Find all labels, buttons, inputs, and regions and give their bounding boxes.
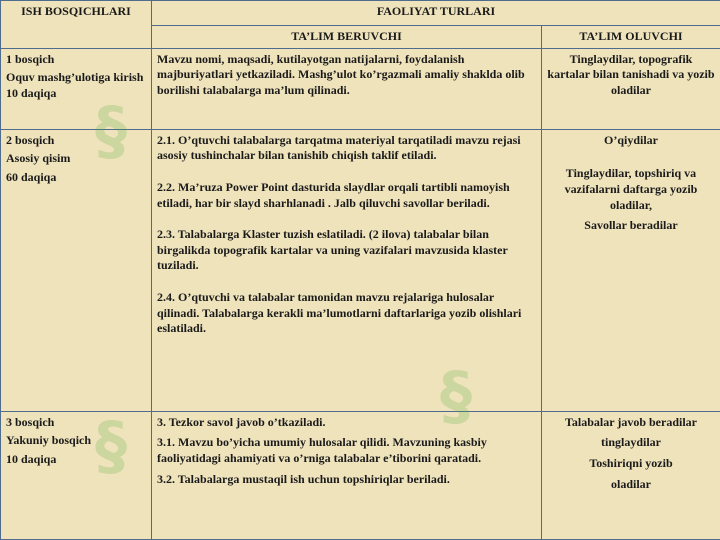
header-stages: ISH BOSQICHLARI [1, 1, 152, 49]
stage-duration: 60 daqiqa [6, 169, 57, 184]
header-teacher: TA’LIM BERUVCHI [152, 25, 542, 48]
teacher-text: 3.2. Talabalarga mustaqil ish uchun topshiriqlar beriladi. [157, 471, 450, 486]
stage-duration: 10 daqiqa [6, 451, 57, 466]
stage-cell [1, 48, 152, 129]
watermark-logo-icon: § [95, 410, 127, 484]
table-row [1, 411, 720, 539]
stage-desc: Yakuniy bosqich [6, 433, 92, 448]
student-text: oladilar [610, 476, 651, 491]
stage-desc: Oquv mashg’ulotiga kirish 10 daqiqa [6, 70, 144, 100]
teacher-cell [152, 411, 542, 539]
teacher-text: 3.1. Mavzu bo’yicha umumiy hulosalar qilidi. Mavzuning kasbiy faoliyatidagi ahamiyati va o’rniga talabalar e’tiborini qaratadi. [157, 435, 487, 465]
teacher-text: 2.2. Ma’ruza Power Point dasturida slaydlar orqali tartibli namoyish etiladi, har bir slayd sharhlanadi . Jalb qiluvchi savollar beriladi. [157, 179, 510, 210]
student-text: Tinglaydilar, topografik kartalar bilan tanishadi va yozib oladilar [547, 51, 715, 97]
student-text: Toshiriqni yozib [589, 455, 673, 470]
header-student: TA’LIM OLUVCHI [542, 25, 720, 48]
teacher-text: 2.3. Talabalarga Klaster tuzish eslatiladi. (2 ilova) talabalar bilan birgalikda topografik kartalar va uning vazifalari mavzusida klaster tuziladi. [157, 227, 508, 273]
header-activities: FAOLIYAT TURLARI [152, 1, 720, 26]
table-row [1, 48, 720, 129]
student-text: Talabalar javob beradilar [564, 414, 698, 429]
watermark-logo-icon: § [440, 360, 472, 434]
student-text: Savollar beradilar [584, 218, 678, 233]
student-cell [542, 411, 720, 539]
watermark-logo-icon: § [95, 95, 127, 169]
student-text: tinglaydilar [600, 435, 661, 450]
teacher-cell [152, 129, 542, 411]
student-text: O’qiydilar [603, 132, 658, 147]
teacher-text: Mavzu nomi, maqsadi, kutilayotgan natijalarni, foydalanish majburiyatlari yetkaziladi. Mashg’ulot ko’rgazmali amaliy shaklda olib borilishi talabalarga ma’lum qilinadi. [157, 51, 525, 97]
teacher-cell [152, 48, 542, 129]
stage-title: 3 bosqich [6, 414, 55, 429]
student-text: Tinglaydilar, topshiriq va vazifalarni daftarga yozib oladilar, [564, 166, 698, 212]
table-row [1, 129, 720, 411]
teacher-text: 2.1. O’qtuvchi talabalarga tarqatma materiyal tarqatiladi mavzu rejasi asosiy tushinchalar bilan tanishib chiqish taklif etiladi. [157, 132, 521, 163]
stage-cell [1, 411, 152, 539]
stage-cell [1, 129, 152, 411]
student-cell [542, 129, 720, 411]
teacher-text: 3. Tezkor savol javob o’tkaziladi. [157, 414, 326, 429]
teacher-text: 2.4. O’qtuvchi va talabalar tamonidan mavzu rejalariga hulosalar qilinadi. Talabalarga kerakli ma’lumotlarni daftarlariga yozib olishlari eslatiladi. [157, 289, 522, 336]
stage-title: 1 bosqich [6, 51, 55, 66]
student-cell [542, 48, 720, 129]
stage-desc: Asosiy qisim [6, 151, 71, 166]
stage-title: 2 bosqich [6, 132, 55, 147]
